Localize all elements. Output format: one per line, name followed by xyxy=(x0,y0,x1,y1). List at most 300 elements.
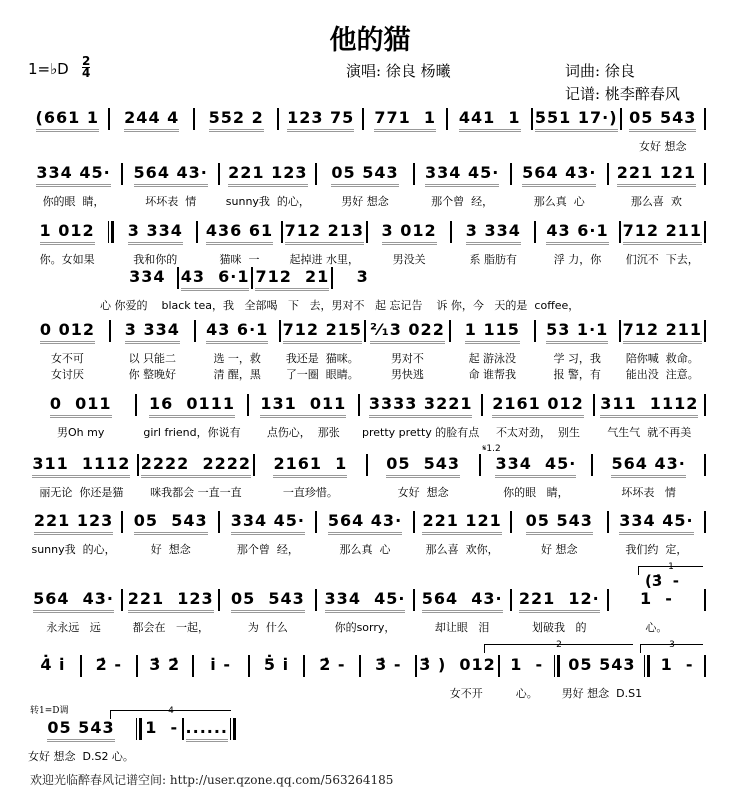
measure xyxy=(28,394,133,440)
barline xyxy=(704,221,706,243)
lyric: 心。 xyxy=(645,621,668,634)
barline xyxy=(534,320,536,342)
barline xyxy=(182,718,184,740)
lyric: pretty pretty 的脸有点 xyxy=(361,426,480,439)
time-top: 2 xyxy=(82,54,91,68)
lyric: 男好 想念 xyxy=(341,195,389,208)
lyric: sunny我 的心， xyxy=(225,195,310,208)
notes: 334 45· xyxy=(425,163,499,187)
measure xyxy=(562,655,642,701)
measure xyxy=(283,320,362,384)
measure xyxy=(140,655,190,679)
barline xyxy=(413,163,415,185)
notes: 564 43· xyxy=(522,163,596,187)
measure xyxy=(514,511,605,557)
measure xyxy=(28,108,106,132)
notes: 221 123 xyxy=(228,163,307,187)
notes: 05 543 xyxy=(331,163,398,187)
composer: 词曲: 徐良 xyxy=(565,62,635,80)
measure xyxy=(255,267,329,291)
lyric: 我还是 猫咪。 xyxy=(285,352,359,365)
barline xyxy=(218,511,220,533)
measure xyxy=(623,221,702,267)
measure xyxy=(335,267,390,291)
barline xyxy=(315,511,317,533)
notes: 2̇ - xyxy=(319,655,346,674)
barline xyxy=(591,454,593,476)
barline xyxy=(137,454,139,476)
notes: 221 123 xyxy=(128,589,214,613)
lyric: 都会在 一起， xyxy=(132,621,209,634)
barline xyxy=(230,718,236,740)
measure xyxy=(125,163,216,209)
barline xyxy=(218,163,220,185)
lyric: 好 想念 xyxy=(541,543,578,556)
lyric: 你的sorry， xyxy=(334,621,396,634)
lyric: 那么真 心 xyxy=(533,195,585,208)
measure xyxy=(362,394,479,440)
measure xyxy=(538,221,616,267)
barline xyxy=(607,589,609,611)
measure xyxy=(197,108,275,132)
measure xyxy=(222,511,313,557)
barline xyxy=(281,221,283,243)
lyric: girl friend，你说有 xyxy=(143,426,241,439)
modulation-note: 转1=D调 xyxy=(30,706,69,716)
lyric: 丽无论 你还是猫 xyxy=(39,486,124,499)
lyric: 起掉进 水里， xyxy=(289,253,360,266)
score-row xyxy=(28,655,708,701)
barline xyxy=(446,108,448,130)
notes: 2161 1 xyxy=(273,454,347,478)
volta-label: 2 xyxy=(556,640,562,650)
measure xyxy=(125,589,216,635)
barline xyxy=(413,511,415,533)
measure xyxy=(28,655,78,679)
barline xyxy=(331,267,333,289)
barline xyxy=(253,454,255,476)
measure xyxy=(28,718,134,764)
barline xyxy=(704,589,706,611)
measure xyxy=(141,454,251,500)
barline xyxy=(121,163,123,185)
measure xyxy=(597,394,702,440)
barline xyxy=(364,320,366,342)
barline xyxy=(279,320,281,342)
notes: 334 45· xyxy=(619,511,693,535)
notes: 334 45· xyxy=(231,511,305,535)
barline xyxy=(704,655,706,677)
measure xyxy=(28,320,107,384)
score-row xyxy=(28,511,708,557)
notes: 05 543 xyxy=(386,454,460,478)
notes: 334 xyxy=(129,267,166,286)
barline xyxy=(704,511,706,533)
lyric: 那么喜 欢你， xyxy=(425,543,499,556)
lyric: 点伤心， 那张 xyxy=(266,426,340,439)
notes: 1 115 xyxy=(465,320,520,344)
lyric-verse-2: 女讨厌 xyxy=(50,368,84,381)
notes: 564 43· xyxy=(611,454,685,478)
notes: 1 - xyxy=(639,589,673,608)
measure xyxy=(366,108,444,132)
barline xyxy=(413,589,415,611)
measure xyxy=(113,320,192,384)
notes: 3 334 xyxy=(125,320,180,344)
time-bottom: 4 xyxy=(82,66,91,80)
notes: 05 543 xyxy=(231,589,305,613)
notes: 311 1112 xyxy=(600,394,698,418)
barline xyxy=(358,394,360,416)
barline xyxy=(531,108,533,130)
barline xyxy=(196,221,198,243)
measure: 𝄋1.2 334 45· 你的眼 睛， xyxy=(482,444,577,499)
measure xyxy=(538,320,617,384)
measure xyxy=(181,267,250,291)
lyric: 那么喜 欢 xyxy=(630,195,682,208)
barline xyxy=(415,655,417,677)
barline xyxy=(366,454,368,476)
lyric: 坏坏表 情 xyxy=(621,486,676,499)
barline xyxy=(620,108,622,130)
lyric: 陪你喊 救命。 xyxy=(625,352,699,365)
barline xyxy=(704,163,706,185)
measure xyxy=(252,655,302,679)
barline xyxy=(607,511,609,533)
time-signature xyxy=(82,56,90,79)
measure xyxy=(450,108,528,132)
measure xyxy=(502,655,552,701)
notes: 441 1 xyxy=(459,108,521,132)
measure xyxy=(370,221,448,267)
volta-1-notes: (3̇ - xyxy=(645,572,679,590)
lyric: 却让眼 泪 xyxy=(434,621,490,634)
score-row xyxy=(28,718,238,764)
barline xyxy=(510,589,512,611)
lyric: 咪我都会 一直一直 xyxy=(150,486,242,499)
barline xyxy=(109,320,111,342)
measure xyxy=(28,589,119,635)
barline xyxy=(534,221,536,243)
notes: 771 1 xyxy=(374,108,436,132)
lyric: 系 脂肪有 xyxy=(469,253,518,266)
measure xyxy=(112,108,190,132)
measure xyxy=(28,221,106,267)
score-row xyxy=(28,163,708,209)
barline xyxy=(644,655,650,677)
measure xyxy=(611,163,702,209)
lyric: 心。 xyxy=(515,687,538,700)
measure xyxy=(116,221,194,267)
score-row xyxy=(28,320,708,384)
score-row xyxy=(28,108,708,154)
notes: 131 011 xyxy=(260,394,346,418)
measure xyxy=(417,589,508,635)
measure xyxy=(623,320,702,384)
measure xyxy=(222,589,313,635)
lyric: 女好 想念 D.S2 心。 xyxy=(28,750,134,763)
measure xyxy=(84,655,134,679)
barline xyxy=(510,163,512,185)
measure xyxy=(611,511,702,557)
notes: 712 211 xyxy=(623,320,702,344)
lyric: 以 只能二 xyxy=(128,352,177,365)
measure xyxy=(28,511,119,557)
measure xyxy=(535,108,618,132)
notes: 16 0111 xyxy=(149,394,235,418)
barline xyxy=(554,655,560,677)
notes: 2161 012 xyxy=(492,394,584,418)
measure xyxy=(139,394,244,440)
barline xyxy=(121,511,123,533)
notes: 564 43· xyxy=(328,511,402,535)
notes: ...... xyxy=(186,718,228,742)
lyric: 你。女如果 xyxy=(39,253,95,266)
barline xyxy=(498,655,500,677)
measure xyxy=(125,511,216,557)
notes: 1 - xyxy=(660,655,694,674)
measure xyxy=(28,163,119,209)
notes: 05 543 xyxy=(568,655,636,674)
barline xyxy=(619,221,621,243)
lyric: 女好 想念 xyxy=(397,486,449,499)
barline xyxy=(277,108,279,130)
score-row xyxy=(28,589,708,635)
barline xyxy=(315,589,317,611)
measure xyxy=(319,163,410,209)
notes: 05 543 xyxy=(47,718,114,742)
notes: 221 121 xyxy=(422,511,501,535)
notes: 311 1112 xyxy=(32,454,130,478)
barline xyxy=(704,394,706,416)
lyric-verse-2: 你 整晚好 xyxy=(128,368,177,381)
notes: 53 1·1 xyxy=(546,320,608,344)
barline xyxy=(194,320,196,342)
barline xyxy=(619,320,621,342)
lyric-verse-2: 报 警，有 xyxy=(553,368,601,381)
barline xyxy=(481,394,483,416)
volta-4 xyxy=(110,706,231,719)
notes: 712 21 xyxy=(255,267,329,291)
lyric: 选 一，救 xyxy=(213,352,261,365)
notes: 3 012 xyxy=(382,221,437,245)
measure xyxy=(611,589,702,635)
lyric: 们沉不 下去， xyxy=(625,253,699,266)
barline xyxy=(108,108,110,130)
lyric: 不太对劲， 别生 xyxy=(495,426,580,439)
lyric: 气生气 就不再美 xyxy=(607,426,692,439)
notes: 123 75 xyxy=(287,108,354,132)
measure xyxy=(319,589,410,635)
notes: 551 17·) xyxy=(535,108,618,132)
measure xyxy=(485,394,590,440)
measure xyxy=(514,589,605,635)
notes: 4̇ i̇ xyxy=(40,655,66,674)
barline xyxy=(359,655,361,677)
lyric: 坏坏表 情 xyxy=(145,195,197,208)
lyric: 那个曾 经， xyxy=(236,543,299,556)
lyric: 起 游泳没 xyxy=(468,352,517,365)
lyric: 男对不 xyxy=(390,352,424,365)
notes: 0 011 xyxy=(50,394,112,418)
notes: 3̇ 2̇ xyxy=(149,655,181,674)
measure xyxy=(198,320,277,384)
volta-3 xyxy=(640,640,703,653)
notes: 221 123 xyxy=(34,511,113,535)
lyric-verse-2: 能出没 注意。 xyxy=(625,368,699,381)
lyric: 女不开 xyxy=(432,687,483,700)
barline xyxy=(704,320,706,342)
notes: 334 45· xyxy=(325,589,406,613)
barline xyxy=(177,267,179,289)
barline xyxy=(251,267,253,289)
lyric: 你的眼 睛， xyxy=(42,195,105,208)
lyric-verse-2: 了一圈 眼睛。 xyxy=(285,368,359,381)
measure xyxy=(370,454,477,500)
barline xyxy=(136,718,142,740)
notes: 3 334 xyxy=(128,221,183,245)
notes: 43 6·1 xyxy=(206,320,268,344)
measure xyxy=(453,320,532,384)
measure xyxy=(120,267,175,291)
notes: 05 543 xyxy=(526,511,593,535)
lyric: 男没关 xyxy=(392,253,426,266)
barline xyxy=(450,221,452,243)
notes: 3 334 xyxy=(466,221,521,245)
lyric: 永永远 远 xyxy=(46,621,101,634)
notes: 564 43· xyxy=(422,589,503,613)
score-row xyxy=(28,444,708,500)
notes: 43 6·1 xyxy=(546,221,608,245)
notes: 712 211 xyxy=(623,221,702,245)
measure xyxy=(419,655,496,701)
lyric: 女不可 xyxy=(50,352,84,365)
volta-label: 3 xyxy=(669,640,675,650)
lyric: 一直珍惜。 xyxy=(282,486,338,499)
barline xyxy=(218,589,220,611)
song-title: 他的猫 xyxy=(329,25,411,56)
barline xyxy=(510,511,512,533)
barline xyxy=(303,655,305,677)
lyric: 划破我 的 xyxy=(532,621,587,634)
score-row xyxy=(28,394,708,440)
barline xyxy=(192,655,194,677)
lyric: 浮 力，你 xyxy=(553,253,602,266)
footer-link[interactable]: 欢迎光临醉春风记谱空间: http://user.qzone.qq.com/563264185 xyxy=(30,773,394,787)
measure xyxy=(222,163,313,209)
barline xyxy=(362,108,364,130)
lyric: 我们约 定， xyxy=(625,543,688,556)
lyric: 男好 想念 D.S1 xyxy=(561,687,643,700)
measure xyxy=(196,655,246,679)
singers: 演唱: 徐良 杨曦 xyxy=(346,62,451,80)
repeat-start-barline xyxy=(108,221,114,243)
notes: 712 215 xyxy=(283,320,362,344)
barline xyxy=(315,163,317,185)
barline xyxy=(136,655,138,677)
notes: 712 213 xyxy=(285,221,364,245)
measure xyxy=(319,511,410,557)
measure xyxy=(28,454,135,500)
notes: 564 43· xyxy=(134,163,208,187)
lyric-verse-2: 清 醒，黑 xyxy=(213,368,261,381)
measure xyxy=(307,655,357,679)
lyric: 女好 想念 xyxy=(639,140,687,153)
measure xyxy=(624,108,702,154)
barline xyxy=(704,108,706,130)
key-signature: 1=♭D xyxy=(28,60,69,78)
measure xyxy=(652,655,702,679)
notes: 334 45· xyxy=(36,163,110,187)
barline xyxy=(449,320,451,342)
lyric: 你的眼 睛， xyxy=(503,486,569,499)
barline xyxy=(479,454,481,476)
measure xyxy=(285,221,364,267)
barline xyxy=(80,655,82,677)
barline xyxy=(593,394,595,416)
lyric: 好 想念 xyxy=(150,543,191,556)
notes: (661 1 xyxy=(36,108,99,132)
measure xyxy=(417,511,508,557)
notes: 3 xyxy=(356,267,369,286)
lyric-line: 心 你爱的 black tea，我 全部喝 下 去，男对不 起 忘记告 诉 你，今 天的是 coffee， xyxy=(100,299,580,312)
notes: 244 4 xyxy=(124,108,179,132)
notes: ²⁄₁3 022 xyxy=(370,320,445,344)
notes: 3̇ ) 012 xyxy=(419,655,496,674)
measure xyxy=(514,163,605,209)
barline xyxy=(135,394,137,416)
notes: 3333 3221 xyxy=(369,394,473,418)
volta-2 xyxy=(484,640,633,653)
notes: i̇ - xyxy=(210,655,231,674)
barline xyxy=(121,589,123,611)
notes: 436 61 xyxy=(206,221,273,245)
lyric: 我和你的 xyxy=(133,253,178,266)
notes: 1 012 xyxy=(40,221,95,245)
barline xyxy=(247,394,249,416)
lyric: 为 什么 xyxy=(247,621,288,634)
barline xyxy=(607,163,609,185)
lyric: 学 习，我 xyxy=(553,352,601,365)
notes: 2222 2222 xyxy=(141,454,251,478)
transcriber: 记谱: 桃李醉春风 xyxy=(565,85,680,103)
notes: 05 543 xyxy=(629,108,696,132)
volta-label: 1 xyxy=(668,562,674,572)
measure xyxy=(200,221,278,267)
notes: 564 43· xyxy=(33,589,114,613)
measure xyxy=(368,320,447,384)
measure xyxy=(417,163,508,209)
measure xyxy=(186,718,228,742)
barline xyxy=(366,221,368,243)
notes: 334 45· xyxy=(495,454,576,478)
measure xyxy=(595,454,702,500)
measure xyxy=(257,454,364,500)
notes: 43 6·1 xyxy=(181,267,250,291)
notes: 5̇ i̇ xyxy=(263,655,290,674)
lyric: 男Oh my xyxy=(56,426,105,439)
measure xyxy=(251,394,356,440)
score-row xyxy=(120,267,390,291)
notes: 3̇ - xyxy=(375,655,402,674)
measure xyxy=(281,108,359,132)
barline xyxy=(704,454,706,476)
score-row xyxy=(28,221,708,267)
notes: 0 012 xyxy=(40,320,95,344)
measure xyxy=(363,655,413,679)
notes: 1 - xyxy=(145,718,179,737)
lyric: 猫咪 一 xyxy=(219,253,260,266)
